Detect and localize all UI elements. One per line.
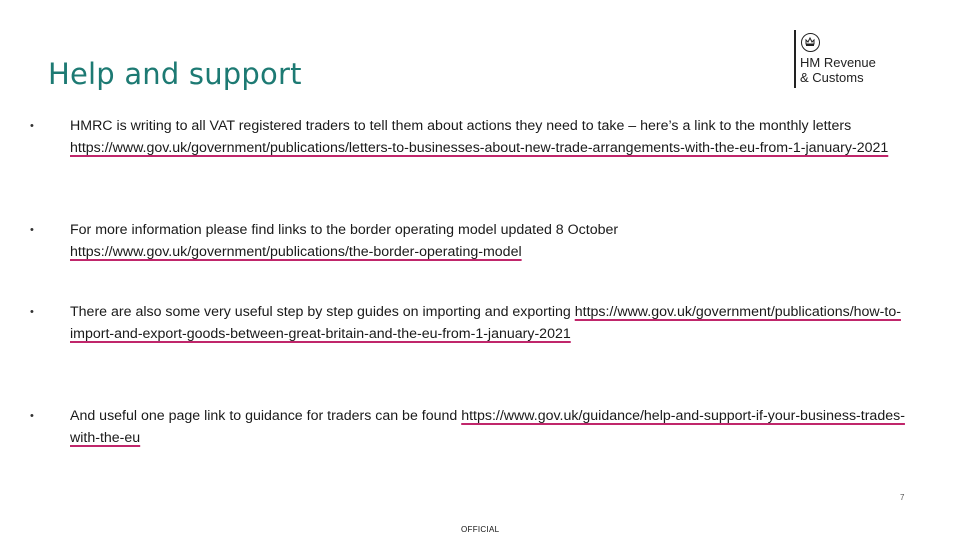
logo-divider — [794, 30, 796, 88]
logo-line-1: HM Revenue — [800, 55, 876, 70]
border-operating-model-link[interactable]: https://www.gov.uk/government/publications/the-border-operating-model — [70, 243, 522, 260]
classification-label: OFFICIAL — [461, 525, 500, 534]
import-export-guide-link[interactable]: https://www.gov.uk/government/publications/how-to-import-and-export-goods-between-great-britain-and-the-eu-from-1-january-2021 — [70, 304, 901, 342]
bullet-text: And useful one page link to guidance for traders can be found — [70, 408, 462, 424]
monthly-letters-link[interactable]: https://www.gov.uk/government/publications/letters-to-businesses-about-new-trade-arrangements-with-the-eu-from-1-january-2021 — [70, 139, 889, 156]
bullet-item — [30, 116, 910, 159]
bullet-item — [30, 406, 910, 449]
bullet-text: HMRC is writing to all VAT registered traders to tell them about actions they need to take – here’s a link to the monthly letters — [70, 118, 852, 134]
hmrc-logo — [794, 30, 904, 90]
slide-title: Help and support — [48, 57, 302, 92]
crown-crest-icon — [801, 33, 820, 52]
help-and-support-link[interactable]: https://www.gov.uk/guidance/help-and-support-if-your-business-trades-with-the-eu — [70, 408, 905, 446]
bullet-marker: • — [30, 306, 34, 318]
bullet-item — [30, 302, 910, 345]
bullet-marker: • — [30, 224, 34, 236]
logo-wordmark — [800, 55, 876, 85]
bullet-marker: • — [30, 120, 34, 132]
bullet-text: For more information please find links to the border operating model updated 8 October — [70, 222, 619, 238]
page-number: 7 — [900, 493, 905, 502]
bullet-marker: • — [30, 410, 34, 422]
bullet-text: There are also some very useful step by step guides on importing and exporting — [70, 304, 575, 320]
logo-line-2: & Customs — [800, 70, 864, 85]
bullet-item — [30, 220, 910, 263]
